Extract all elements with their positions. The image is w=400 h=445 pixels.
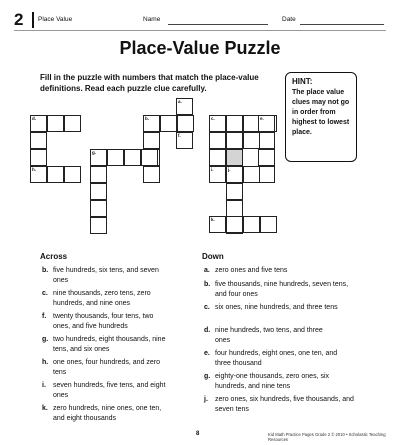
answer-cell[interactable] (107, 149, 124, 166)
across-heading: Across (40, 252, 68, 261)
footer-credit: Kid Math Practice Pages Grade 2 © 2010 • Scholastic Teaching Resources (268, 432, 386, 442)
down-heading: Down (202, 252, 224, 261)
page-title: Place-Value Puzzle (119, 38, 281, 58)
clue-number-label: k. (211, 217, 215, 222)
answer-cell[interactable] (226, 183, 243, 200)
clue-text: five thousands, nine hundreds, seven tens, and four ones (215, 281, 349, 298)
clue-text: four hundreds, eight ones, one ten, and three thousand (215, 350, 338, 367)
answer-cell[interactable] (90, 200, 107, 217)
clue-text: nine hundreds, two tens, and three ones (215, 327, 323, 344)
clue-number-label: e. (260, 116, 264, 121)
answer-cell[interactable] (90, 183, 107, 200)
name-label: Name (143, 16, 161, 23)
clue-number-label: a. (178, 99, 182, 104)
header-rule (14, 30, 386, 31)
clue-letter: c. (42, 290, 48, 297)
answer-cell[interactable] (30, 149, 47, 166)
answer-cell[interactable] (47, 115, 64, 132)
clue-letter: a. (204, 267, 210, 274)
clue-number-label: g. (92, 150, 96, 155)
clue-letter: i. (42, 382, 46, 389)
hint-box (285, 72, 357, 162)
clue-letter: b. (42, 267, 49, 274)
clue-letter: b. (204, 281, 211, 288)
answer-cell[interactable] (90, 166, 107, 183)
clue-letter: g. (204, 373, 211, 380)
clue-letter: c. (204, 304, 210, 311)
topic-label: Place Value (38, 16, 73, 23)
clue-number-label: i. (211, 167, 214, 172)
clue-text: five hundreds, six tens, and seven ones (53, 267, 159, 284)
answer-cell[interactable] (260, 216, 277, 233)
answer-cell[interactable] (258, 149, 275, 166)
clue-number-label: c. (211, 116, 215, 121)
clue-number-label: h. (32, 167, 36, 172)
clue-text: zero ones and five tens (215, 267, 288, 274)
answer-cell[interactable] (226, 132, 243, 149)
answer-cell[interactable] (243, 166, 260, 183)
shaded-cell (226, 149, 243, 166)
answer-cell[interactable] (124, 149, 141, 166)
answer-cell[interactable] (243, 132, 260, 149)
page-header (14, 12, 386, 30)
hint-text: The place value clues may not go in order from highest to lowest place. (292, 89, 350, 136)
clue-text: nine thousands, zero tens, zero hundreds, and nine ones (53, 290, 151, 307)
footer-page-number: 8 (196, 431, 200, 437)
clue-text: zero ones, six hundreds, five thousands, and seven tens (215, 396, 354, 413)
date-label: Date (282, 16, 296, 23)
answer-cell[interactable] (226, 115, 243, 132)
clue-text: two hundreds, eight thousands, nine tens, and six ones (53, 336, 166, 353)
clue-number-label: b. (145, 116, 149, 121)
answer-cell[interactable] (143, 166, 160, 183)
answer-cell[interactable] (226, 216, 243, 233)
answer-cell[interactable] (226, 200, 243, 217)
answer-cell[interactable] (64, 166, 81, 183)
answer-cell[interactable] (243, 216, 260, 233)
clue-letter: k. (42, 405, 48, 412)
clue-text: six ones, nine hundreds, and three tens (215, 304, 338, 311)
clue-text: one ones, four hundreds, and zero tens (53, 359, 161, 376)
clue-text: twenty thousands, four tens, two ones, and five hundreds (53, 313, 154, 330)
clue-letter: h. (42, 359, 49, 366)
clue-number-label: d. (32, 116, 36, 121)
clue-number-label: j. (228, 167, 231, 172)
answer-cell[interactable] (143, 132, 160, 149)
answer-cell[interactable] (90, 217, 107, 234)
name-field[interactable] (168, 24, 268, 25)
answer-cell[interactable] (209, 149, 226, 166)
header-divider (32, 12, 34, 28)
answer-cell[interactable] (258, 132, 275, 149)
answer-cell[interactable] (258, 166, 275, 183)
answer-cell[interactable] (64, 115, 81, 132)
clue-letter: g. (42, 336, 49, 343)
hint-title: HINT: (292, 77, 313, 86)
instructions: Fill in the puzzle with numbers that match the place-value definitions. Read each puzzle clue carefully. (40, 73, 259, 93)
answer-cell[interactable] (47, 166, 64, 183)
answer-cell[interactable] (30, 132, 47, 149)
clue-letter: e. (204, 350, 210, 357)
clue-letter: j. (204, 396, 208, 403)
date-field[interactable] (300, 24, 384, 25)
answer-cell[interactable] (160, 115, 177, 132)
answer-cell[interactable] (141, 149, 158, 166)
page-number: 2 (14, 10, 24, 29)
clue-number-label: f. (178, 133, 181, 138)
clue-text: zero hundreds, nine ones, one ten, and eight thousands (53, 405, 162, 422)
answer-cell[interactable] (209, 132, 226, 149)
answer-cell[interactable] (177, 115, 194, 132)
clue-letter: f. (42, 313, 47, 320)
clue-letter: d. (204, 327, 211, 334)
clue-text: seven hundreds, five tens, and eight ones (53, 382, 166, 399)
clue-text: eighty-one thousands, zero ones, six hundreds, and nine tens (215, 373, 330, 390)
